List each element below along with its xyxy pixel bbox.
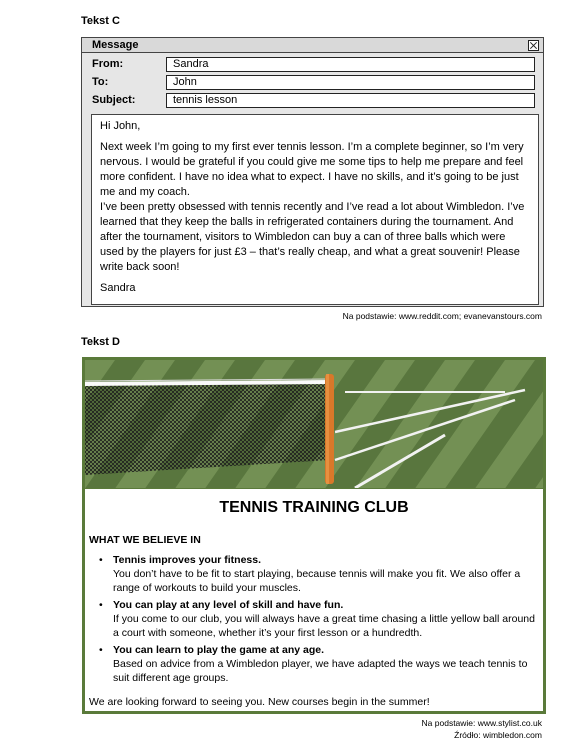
message-paragraph-2: I’ve been pretty obsessed with tennis recently and I’ve read a lot about Wimbledon. I’ve learned that they keep the balls in refrigerated containers during the tournament. And after the tournament, visitors to Wimbledon can buy a can of three balls which were used by the players for just £3 – that’s really cheap, and what a great souvenir! Please write back soon!	[100, 201, 525, 273]
message-window-title: Message	[92, 39, 139, 51]
from-label: From:	[92, 58, 124, 70]
bullet-icon: •	[99, 599, 103, 611]
list-item	[95, 643, 535, 685]
to-label: To:	[92, 76, 109, 88]
message-body[interactable]	[91, 114, 539, 305]
item-text: Based on advice from a Wimbledon player, we have adapted the ways we teach tennis to suit different age groups.	[113, 658, 528, 684]
message-greeting: Hi John,	[100, 120, 141, 132]
to-field[interactable]: John	[166, 75, 535, 90]
item-heading: You can learn to play the game at any age.	[113, 644, 325, 656]
tennis-court-photo	[85, 360, 543, 488]
bullet-icon: •	[99, 554, 103, 566]
list-item	[95, 553, 535, 595]
club-info	[85, 488, 543, 712]
message-window	[81, 37, 544, 307]
club-title: TENNIS TRAINING CLUB	[219, 499, 409, 516]
list-item	[95, 598, 535, 640]
close-icon[interactable]	[528, 40, 539, 51]
club-closing-text: We are looking forward to seeing you. New courses begin in the summer!	[89, 696, 430, 708]
message-paragraph-1: Next week I’m going to my first ever tennis lesson. I’m a complete beginner, so I’m very nervous. I would be grateful if you could give me some tips to help me prepare and feel more confident. I have no idea what to expect. I have no skills, and it’s going to be just me and my coach.	[100, 141, 524, 198]
message-signature: Sandra	[100, 282, 136, 294]
tekst-c-label: Tekst C	[81, 15, 120, 27]
tekst-d-source-1: Na podstawie: www.stylist.co.uk	[421, 718, 542, 728]
bullet-icon: •	[99, 644, 103, 656]
message-title-bar	[82, 38, 543, 53]
belief-list	[95, 553, 535, 688]
tekst-c-source: Na podstawie: www.reddit.com; evanevanstours.com	[342, 311, 542, 321]
tennis-club-flyer	[82, 357, 546, 714]
from-field[interactable]: Sandra	[166, 57, 535, 72]
item-heading: Tennis improves your fitness.	[113, 554, 262, 566]
item-text: If you come to our club, you will always have a great time chasing a little yellow ball around a court with someone, whether it’s your first lesson or a hundredth.	[113, 613, 535, 639]
item-text: You don’t have to be fit to start playing, because tennis will make you fit. We also offer a range of workouts to build your muscles.	[113, 568, 521, 594]
subject-field[interactable]: tennis lesson	[166, 93, 535, 108]
subject-label: Subject:	[92, 94, 136, 106]
tekst-d-source-2: Źródło: wimbledon.com	[454, 730, 542, 740]
club-subtitle: WHAT WE BELIEVE IN	[89, 534, 201, 546]
item-heading: You can play at any level of skill and have fun.	[113, 599, 344, 611]
tekst-d-label: Tekst D	[81, 336, 120, 348]
